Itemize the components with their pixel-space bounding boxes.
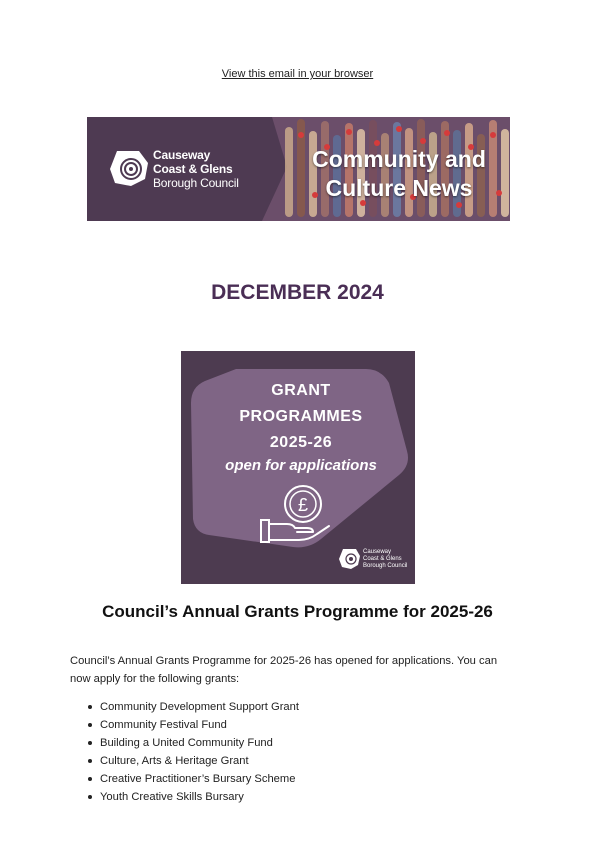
bullet-icon <box>88 741 92 745</box>
poster-council-name <box>363 549 407 570</box>
bullet-icon <box>88 705 92 709</box>
council-name <box>153 148 239 190</box>
council-logo-icon <box>109 149 149 187</box>
grant-name: Culture, Arts & Heritage Grant <box>100 755 249 767</box>
council-name-line3: Borough Council <box>153 176 239 190</box>
poster-line4: open for applications <box>225 457 377 474</box>
poster-org-line3: Borough Council <box>363 563 408 569</box>
hand-holding-pound-coin-icon <box>259 482 333 546</box>
council-name-line1: Causeway <box>153 148 211 162</box>
list-item <box>84 734 299 752</box>
banner-title <box>299 145 499 203</box>
grant-name: Community Development Support Grant <box>100 701 299 713</box>
view-in-browser-link[interactable]: View this email in your browser <box>221 68 374 80</box>
poster-heading <box>201 378 401 476</box>
banner-title-line1: Community and <box>312 146 486 172</box>
bullet-icon <box>88 795 92 799</box>
svg-text:£: £ <box>297 495 309 515</box>
list-item <box>84 770 299 788</box>
bullet-icon <box>88 759 92 763</box>
grant-name: Community Festival Fund <box>100 719 227 731</box>
issue-month: DECEMBER 2024 <box>211 281 384 304</box>
poster-line2: PROGRAMMES <box>239 408 363 425</box>
article-intro: Council’s Annual Grants Programme for 2025-26 has opened for applications. You can now apply for the following grants: <box>70 655 498 685</box>
poster-line3: 2025-26 <box>269 434 333 451</box>
poster-line1: GRANT <box>271 382 331 399</box>
council-logo-small-icon <box>339 548 361 570</box>
bullet-icon <box>88 723 92 727</box>
grant-name: Creative Practitioner’s Bursary Scheme <box>100 773 296 785</box>
list-item <box>84 752 299 770</box>
list-item <box>84 716 299 734</box>
grants-list <box>84 698 299 806</box>
banner-title-line2: Culture News <box>325 175 473 201</box>
list-item <box>84 788 299 806</box>
grant-name: Youth Creative Skills Bursary <box>100 791 244 803</box>
newsletter-banner <box>87 117 510 221</box>
list-item <box>84 698 299 716</box>
bullet-icon <box>88 777 92 781</box>
grant-name: Building a United Community Fund <box>100 737 273 749</box>
poster-org-line1: Causeway <box>363 549 392 555</box>
article-title: Council’s Annual Grants Programme for 2025-26 <box>102 602 493 621</box>
poster-org-line2: Coast & Glens <box>363 556 402 562</box>
grant-programmes-poster <box>181 351 415 584</box>
council-name-line2: Coast & Glens <box>153 162 233 176</box>
